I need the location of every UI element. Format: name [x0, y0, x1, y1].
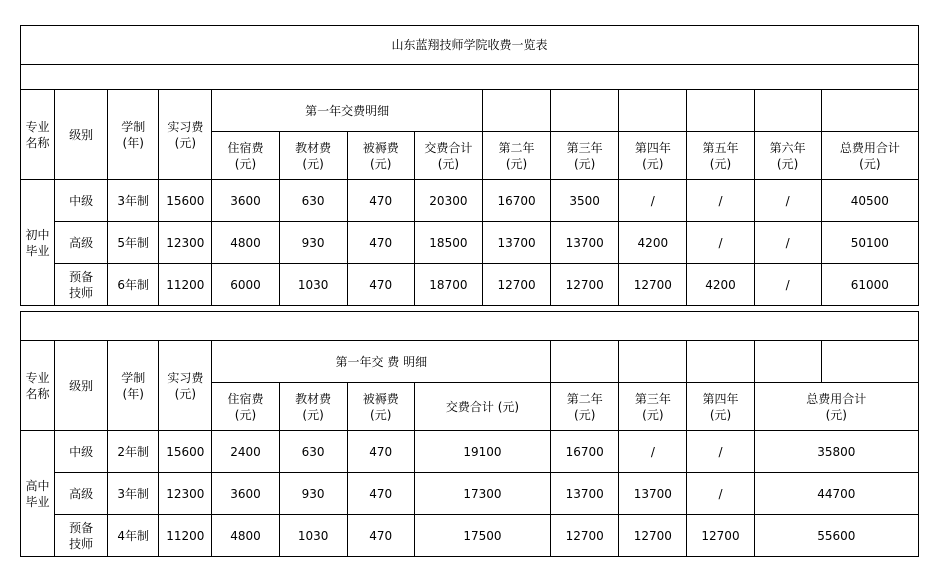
- empty-cell: [754, 90, 821, 132]
- table-row: [21, 431, 919, 473]
- empty-cell: [21, 65, 919, 90]
- cell-year4: 12700: [619, 264, 687, 306]
- cell-materials: 930: [279, 222, 347, 264]
- cell-years: 6年制: [108, 264, 159, 306]
- empty-cell: [482, 90, 550, 132]
- cell-grand-total: 55600: [754, 515, 918, 557]
- cell-fee-total: 17300: [414, 473, 550, 515]
- cell-fee-total: 19100: [414, 431, 550, 473]
- cell-year2: 12700: [551, 515, 619, 557]
- cell-level: 中级: [55, 180, 108, 222]
- cell-internship: 11200: [159, 264, 212, 306]
- header-materials: 教材费 (元): [279, 132, 347, 180]
- cell-materials: 930: [279, 473, 347, 515]
- cell-year2: 13700: [482, 222, 550, 264]
- empty-cell: [619, 90, 687, 132]
- sheet-title: 山东蓝翔技师学院收费一览表: [21, 26, 919, 65]
- cell-year5: /: [687, 180, 754, 222]
- header-year2: 第二年 (元): [482, 132, 550, 180]
- header-first-year-group: 第一年交 费 明细: [212, 341, 551, 383]
- cell-year6: /: [754, 264, 821, 306]
- cell-year4: 12700: [687, 515, 754, 557]
- cell-year3: 3500: [551, 180, 619, 222]
- cell-year2: 16700: [551, 431, 619, 473]
- cell-year4: /: [687, 431, 754, 473]
- cell-years: 3年制: [108, 473, 159, 515]
- header-year3: 第三年 (元): [551, 132, 619, 180]
- cell-level: 预备 技师: [55, 515, 108, 557]
- cell-bedding: 470: [347, 515, 414, 557]
- header-year6: 第六年 (元): [754, 132, 821, 180]
- header-level: 级别: [55, 90, 108, 180]
- header-fee-total: 交费合计 (元): [414, 132, 482, 180]
- header-first-year-group: 第一年交费明细: [212, 90, 483, 132]
- cell-years: 5年制: [108, 222, 159, 264]
- header-year3: 第三年 (元): [619, 383, 687, 431]
- cell-grand-total: 61000: [821, 264, 918, 306]
- cell-year4: /: [687, 473, 754, 515]
- header-major: 专业 名称: [21, 90, 55, 180]
- cell-year2: 12700: [482, 264, 550, 306]
- table-row: [21, 515, 919, 557]
- cell-grand-total: 40500: [821, 180, 918, 222]
- header-year5: 第五年 (元): [687, 132, 754, 180]
- cell-year3: 12700: [619, 515, 687, 557]
- cell-year3: /: [619, 431, 687, 473]
- empty-cell: [21, 312, 919, 341]
- cell-bedding: 470: [347, 431, 414, 473]
- cell-lodging: 2400: [212, 431, 279, 473]
- cell-bedding: 470: [347, 264, 414, 306]
- header-year4: 第四年 (元): [619, 132, 687, 180]
- cell-internship: 15600: [159, 431, 212, 473]
- cell-year4: 4200: [619, 222, 687, 264]
- header-year2: 第二年 (元): [551, 383, 619, 431]
- cell-year2: 16700: [482, 180, 550, 222]
- empty-cell: [551, 90, 619, 132]
- empty-cell: [821, 90, 918, 132]
- cell-year2: 13700: [551, 473, 619, 515]
- header-major: 专业 名称: [21, 341, 55, 431]
- header-materials: 教材费 (元): [279, 383, 347, 431]
- cell-materials: 1030: [279, 515, 347, 557]
- cell-year6: /: [754, 180, 821, 222]
- cell-internship: 12300: [159, 222, 212, 264]
- empty-cell: [687, 341, 754, 383]
- table-row: [21, 264, 919, 306]
- cell-grand-total: 35800: [754, 431, 918, 473]
- cell-level: 预备 技师: [55, 264, 108, 306]
- spacer-row-top: [20, 64, 919, 90]
- cell-materials: 630: [279, 180, 347, 222]
- cell-lodging: 3600: [212, 473, 279, 515]
- header-level: 级别: [55, 341, 108, 431]
- table-row: [21, 473, 919, 515]
- cell-bedding: 470: [347, 222, 414, 264]
- header-grand-total: 总费用合计 (元): [821, 132, 918, 180]
- empty-cell: [687, 90, 754, 132]
- cell-bedding: 470: [347, 473, 414, 515]
- cell-fee-total: 18700: [414, 264, 482, 306]
- cell-internship: 15600: [159, 180, 212, 222]
- cell-level: 中级: [55, 431, 108, 473]
- cell-fee-total: 18500: [414, 222, 482, 264]
- cell-year3: 13700: [551, 222, 619, 264]
- group-label: 高中 毕业: [21, 431, 55, 557]
- header-year4: 第四年 (元): [687, 383, 754, 431]
- cell-materials: 1030: [279, 264, 347, 306]
- empty-cell: [619, 341, 687, 383]
- header-years: 学制 (年): [108, 341, 159, 431]
- cell-year6: /: [754, 222, 821, 264]
- cell-grand-total: 44700: [754, 473, 918, 515]
- cell-years: 4年制: [108, 515, 159, 557]
- empty-cell: [551, 341, 619, 383]
- cell-year3: 13700: [619, 473, 687, 515]
- header-bedding: 被褥费 (元): [347, 132, 414, 180]
- senior-high-fee-table: [20, 340, 919, 557]
- cell-lodging: 4800: [212, 222, 279, 264]
- cell-year5: /: [687, 222, 754, 264]
- group-label: 初中 毕业: [21, 180, 55, 306]
- empty-cell: [754, 341, 821, 383]
- title-table: [20, 25, 919, 65]
- header-internship: 实习费 (元): [159, 90, 212, 180]
- header-internship: 实习费 (元): [159, 341, 212, 431]
- junior-high-fee-table: [20, 89, 919, 306]
- cell-years: 3年制: [108, 180, 159, 222]
- empty-cell: [821, 341, 918, 383]
- cell-fee-total: 20300: [414, 180, 482, 222]
- header-lodging: 住宿费 (元): [212, 383, 279, 431]
- cell-materials: 630: [279, 431, 347, 473]
- cell-year3: 12700: [551, 264, 619, 306]
- cell-year4: /: [619, 180, 687, 222]
- table-row: [21, 222, 919, 264]
- header-grand-total: 总费用合计 (元): [754, 383, 918, 431]
- header-bedding: 被褥费 (元): [347, 383, 414, 431]
- cell-lodging: 6000: [212, 264, 279, 306]
- cell-lodging: 4800: [212, 515, 279, 557]
- cell-years: 2年制: [108, 431, 159, 473]
- cell-fee-total: 17500: [414, 515, 550, 557]
- header-lodging: 住宿费 (元): [212, 132, 279, 180]
- cell-level: 高级: [55, 222, 108, 264]
- cell-bedding: 470: [347, 180, 414, 222]
- cell-lodging: 3600: [212, 180, 279, 222]
- cell-internship: 12300: [159, 473, 212, 515]
- cell-year5: 4200: [687, 264, 754, 306]
- cell-level: 高级: [55, 473, 108, 515]
- header-years: 学制 (年): [108, 90, 159, 180]
- header-fee-total: 交费合计 (元): [414, 383, 550, 431]
- spacer-row-middle: [20, 311, 919, 341]
- cell-grand-total: 50100: [821, 222, 918, 264]
- cell-internship: 11200: [159, 515, 212, 557]
- table-row: [21, 180, 919, 222]
